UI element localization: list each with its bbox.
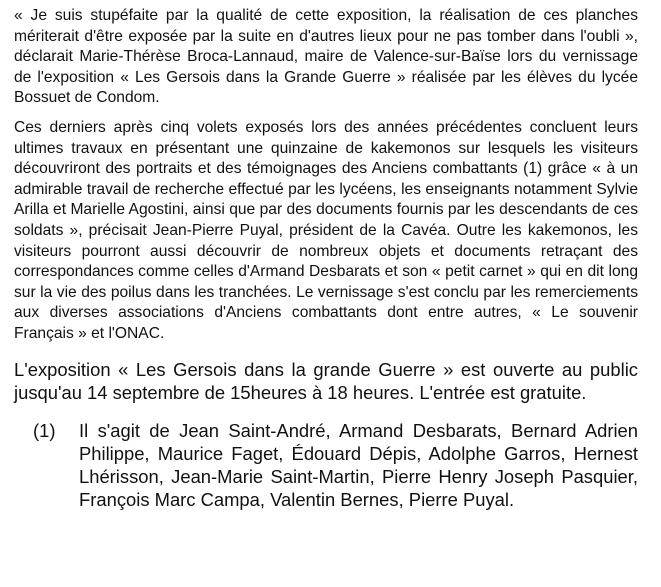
footnote-text: Il s'agit de Jean Saint-André, Armand Desbarats, Bernard Adrien Philippe, Maurice Faget, Édouard Dépis, Adolphe Garros, Hernest Lhérisson, Jean-Marie Saint-Martin, Pierre Henry Joseph Pasquier, François Marc Campa, Valentin Bernes, Pierre Puyal. bbox=[79, 419, 638, 510]
paragraph-quote-vernissage: « Je suis stupéfaite par la qualité de cette exposition, la réalisation de ces planches mériterait d'être exposée par la suite en d'autres lieux pour ne pas tomber dans l'oubli », déclarait Marie-Thérèse Broca-Lannaud, maire de Valence-sur-Baïse lors du vernissage de l'exposition « Les Gersois dans la Grande Guerre » réalisée par les élèves du lycée Bossuet de Condom. bbox=[14, 7, 638, 107]
paragraph-exhibition-hours: L'exposition « Les Gersois dans la grande Guerre » est ouverte au public jusqu'au 14 septembre de 15heures à 18 heures. L'entrée est gratuite. bbox=[14, 358, 638, 403]
article-body bbox=[14, 6, 638, 511]
paragraph-kakemonos: Ces derniers après cinq volets exposés lors des années précédentes concluent leurs ultimes travaux en présentant une quinzaine de kakemonos sur lesquels les visiteurs découvriront des portraits et des témoignages des Anciens combattants (1) grâce « à un admirable travail de recherche effectué par les lycéens, les enseignants notamment Sylvie Arilla et Marielle Agostini, ainsi que par des documents fournis par les descendants de ces soldats », précisait Jean-Pierre Puyal, président de la Cavéa. Outre les kakemonos, les visiteurs pourront aussi découvrir de nombreux objets et documents retraçant des correspondances comme celles d'Armand Desbarats et son « petit carnet » qui en dit long sur la vie des poilus dans les tranchées. Le vernissage s'est conclu par les remerciements aux diverses associations d'Anciens combattants dont entre autres, « Le souvenir Français » et l'ONAC. bbox=[14, 118, 638, 342]
footnote-marker: (1) bbox=[33, 419, 56, 441]
footnote bbox=[14, 419, 638, 511]
